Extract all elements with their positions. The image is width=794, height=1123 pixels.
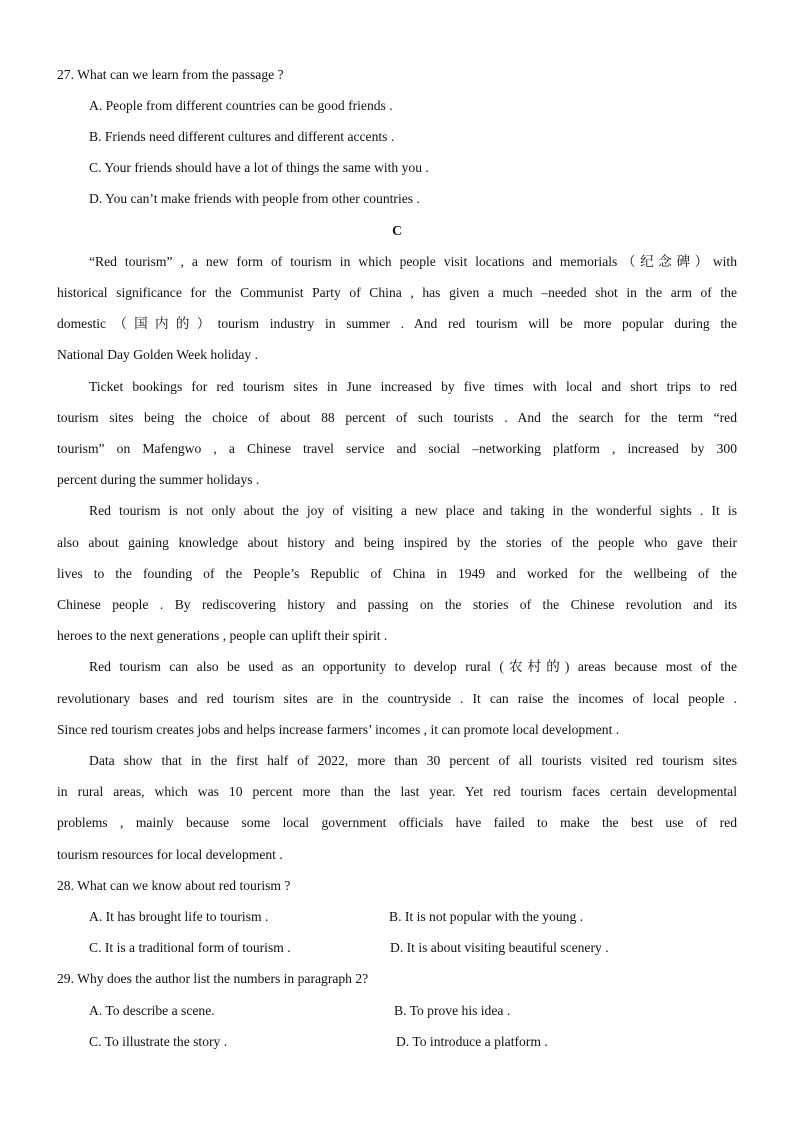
paragraph-5-line-4: tourism resources for local development .: [57, 847, 283, 862]
question-29-option-a: A. To describe a scene.: [89, 1003, 215, 1018]
question-27-option-d: D. You can’t make friends with people from other countries .: [89, 191, 420, 206]
question-28-option-b: B. It is not popular with the young .: [389, 909, 584, 924]
paragraph-4-line-1: Red tourism can also be used as an opportunity to develop rural (农村的) areas because most of the: [89, 659, 737, 674]
paragraph-4-line-3: Since red tourism creates jobs and helps increase farmers’ incomes , it can promote local development .: [57, 722, 620, 737]
paragraph-2-line-1: Ticket bookings for red tourism sites in June increased by five times with local and short trips to red: [89, 379, 737, 394]
question-28-option-d: D. It is about visiting beautiful scenery .: [390, 940, 609, 955]
paragraph-2-line-4: percent during the summer holidays .: [57, 472, 260, 487]
section-heading: C: [392, 223, 402, 238]
paragraph-3-line-5: heroes to the next generations , people can uplift their spirit .: [57, 628, 388, 643]
paragraph-5-line-3: problems , mainly because some local government officials have failed to make the best use of red: [57, 815, 737, 830]
question-27-option-c: C. Your friends should have a lot of things the same with you .: [89, 160, 429, 175]
paragraph-3-line-1: Red tourism is not only about the joy of visiting a new place and taking in the wonderful sights . It is: [89, 503, 737, 518]
paragraph-2-line-3: tourism” on Mafengwo , a Chinese travel service and social –networking platform , increased by 300: [57, 441, 737, 456]
question-29-option-c: C. To illustrate the story .: [89, 1034, 228, 1049]
paragraph-4-line-2: revolutionary bases and red tourism sites are in the countryside . It can raise the incomes of local people .: [57, 691, 737, 706]
question-27-stem: 27. What can we learn from the passage ?: [57, 67, 284, 82]
paragraph-3-line-2: also about gaining knowledge about history and being inspired by the stories of the people who gave their: [57, 535, 737, 550]
paragraph-1-line-1: “Red tourism” , a new form of tourism in which people visit locations and memorials（纪念碑）with: [89, 254, 737, 269]
question-28-stem: 28. What can we know about red tourism ?: [57, 878, 291, 893]
question-28-option-c: C. It is a traditional form of tourism .: [89, 940, 291, 955]
question-27-option-a: A. People from different countries can be good friends .: [89, 98, 393, 113]
paragraph-5-line-1: Data show that in the first half of 2022, more than 30 percent of all tourists visited red tourism sites: [89, 753, 737, 768]
paragraph-3-line-4: Chinese people . By rediscovering history and passing on the stories of the Chinese revolution and its: [57, 597, 737, 612]
paragraph-1-line-4: National Day Golden Week holiday .: [57, 347, 258, 362]
question-29-option-d: D. To introduce a platform .: [396, 1034, 548, 1049]
question-27-option-b: B. Friends need different cultures and different accents .: [89, 129, 395, 144]
paragraph-2-line-2: tourism sites being the choice of about 88 percent of such tourists . And the search for the term “red: [57, 410, 737, 425]
paragraph-3-line-3: lives to the founding of the People’s Republic of China in 1949 and worked for the wellbeing of the: [57, 566, 737, 581]
question-29-option-b: B. To prove his idea .: [394, 1003, 511, 1018]
paragraph-1-line-3: domestic（国内的）tourism industry in summer . And red tourism will be more popular during the: [57, 316, 737, 331]
question-28-option-a: A. It has brought life to tourism .: [89, 909, 269, 924]
paragraph-1-line-2: historical significance for the Communist Party of China , has given a much –needed shot in the arm of the: [57, 285, 737, 300]
paragraph-5-line-2: in rural areas, which was 10 percent more than the last year. Yet red tourism faces certain developmental: [57, 784, 737, 799]
question-29-stem: 29. Why does the author list the numbers in paragraph 2?: [57, 971, 369, 986]
